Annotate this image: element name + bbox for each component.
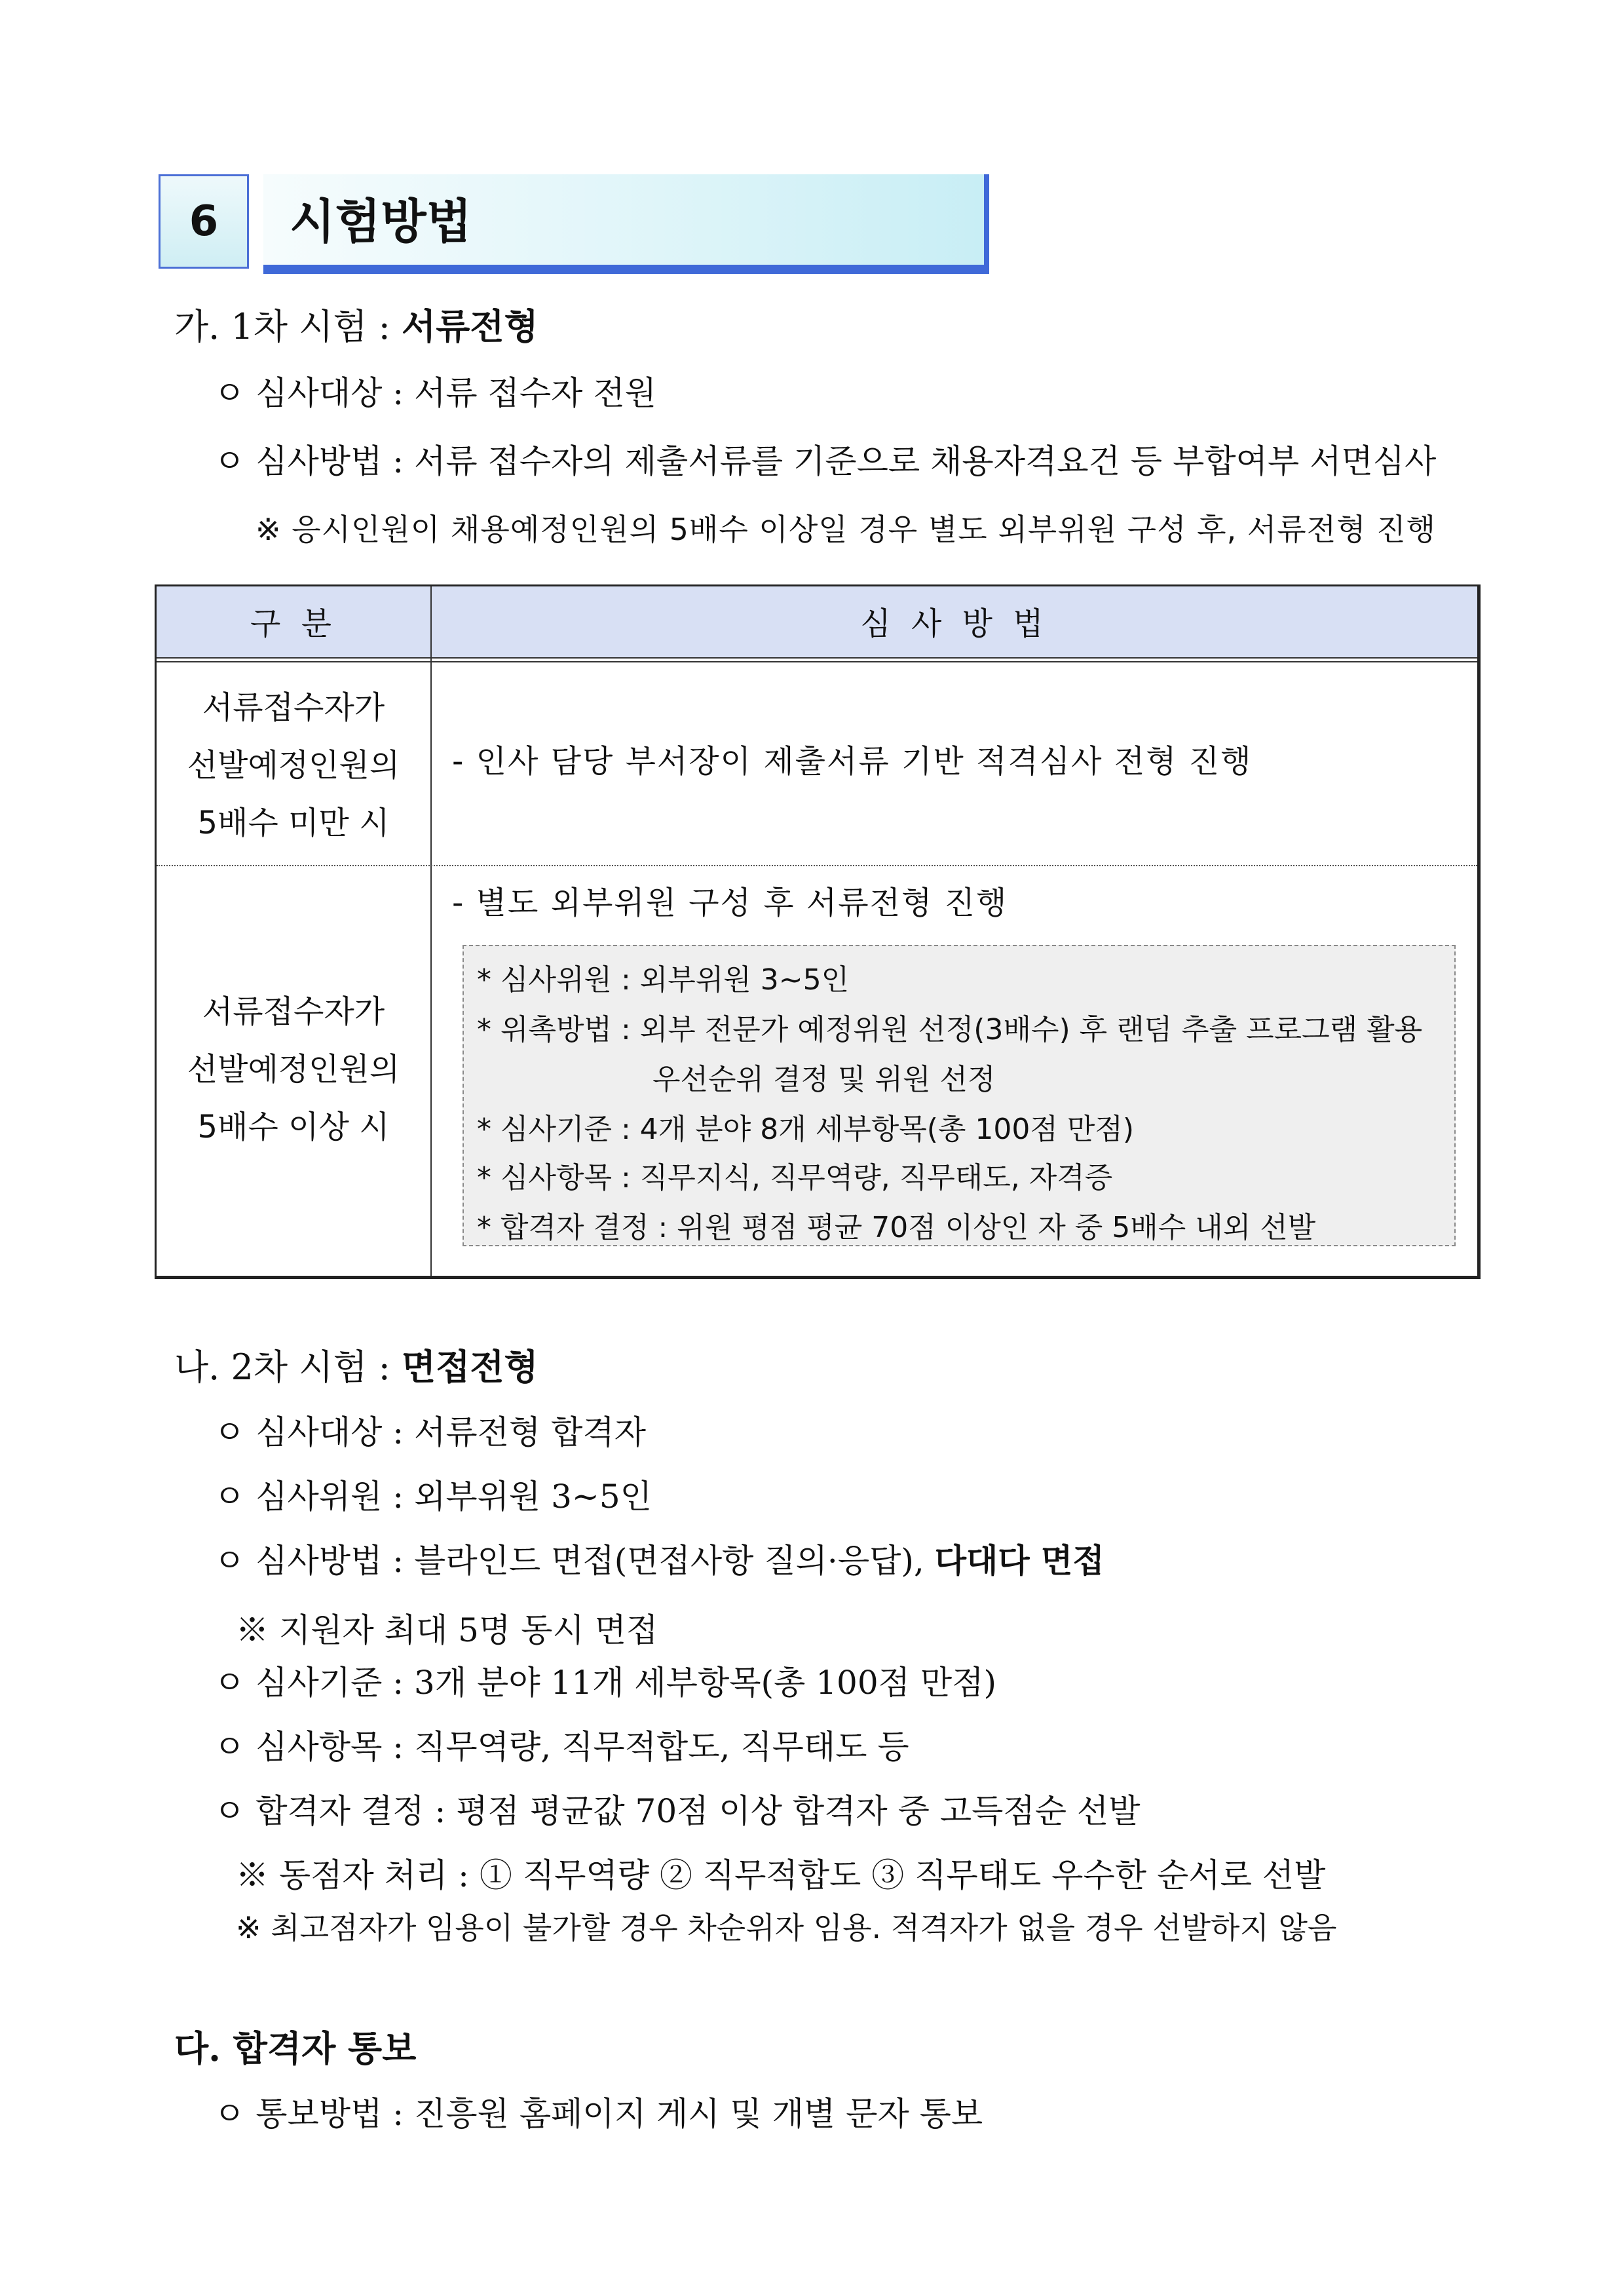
detail-line: * 심사항목 : 직무지식, 직무역량, 직무태도, 자격증	[477, 1161, 1113, 1195]
table-header-divider	[157, 657, 1477, 662]
part-b-method: ㅇ 심사방법 : 블라인드 면접(면접사항 질의·응답), 다대다 면접	[214, 1541, 1105, 1580]
part-b-method-note: ※ 지원자 최대 5명 동시 면접	[236, 1611, 658, 1649]
part-a-note: ※ 응시인원이 채용예정인원의 5배수 이상일 경우 별도 외부위원 구성 후, 서류전형 진행	[255, 512, 1437, 547]
part-c-heading: 다. 합격자 통보	[174, 2027, 417, 2069]
part-b-item: ㅇ 심사대상 : 서류전형 합격자	[214, 1413, 647, 1451]
detail-line: * 위촉방법 : 외부 전문가 예정위원 선정(3배수) 후 랜덤 추출 프로그램 활용	[477, 1013, 1423, 1046]
part-a-item: ㅇ 심사방법 : 서류 접수자의 제출서류를 기준으로 채용자격요건 등 부합여부 서면심사	[214, 442, 1437, 480]
table-column-divider	[430, 586, 432, 1276]
part-b-note: ※ 동점자 처리 : ① 직무역량 ② 직무적합도 ③ 직무태도 우수한 순서로 선발	[236, 1856, 1326, 1894]
section-number: 6	[159, 174, 249, 269]
part-b-item: ㅇ 심사항목 : 직무역량, 직무적합도, 직무태도 등	[214, 1728, 909, 1766]
detail-line: * 심사기준 : 4개 분야 8개 세부항목(총 100점 만점)	[477, 1113, 1135, 1146]
table-row-divider	[157, 865, 1477, 866]
part-a-item: ㅇ 심사대상 : 서류 접수자 전원	[214, 374, 656, 412]
row1-category: 서류접수자가 선발예정인원의 5배수 미만 시	[187, 689, 400, 841]
detail-line: * 합격자 결정 : 위원 평점 평균 70점 이상인 자 중 5배수 내외 선발	[477, 1211, 1316, 1244]
row2-method: - 별도 외부위원 구성 후 서류전형 진행	[452, 885, 1008, 921]
part-b-item: ㅇ 심사위원 : 외부위원 3~5인	[214, 1478, 652, 1516]
part-b-item: ㅇ 합격자 결정 : 평점 평균값 70점 이상 합격자 중 고득점순 선발	[214, 1792, 1141, 1830]
part-a-heading: 가. 1차 시험 : 서류전형	[174, 305, 538, 347]
detail-line-continued: 우선순위 결정 및 위원 선정	[652, 1063, 996, 1096]
part-b-heading: 나. 2차 시험 : 면접전형	[174, 1346, 538, 1388]
row2-category: 서류접수자가 선발예정인원의 5배수 이상 시	[187, 993, 400, 1145]
table-header-method: 심 사 방 법	[860, 605, 1049, 642]
part-b-item: ㅇ 심사기준 : 3개 분야 11개 세부항목(총 100점 만점)	[214, 1664, 996, 1702]
section-title-underline	[263, 265, 989, 274]
row1-method: - 인사 담당 부서장이 제출서류 기반 적격심사 전형 진행	[452, 743, 1253, 780]
part-c-item: ㅇ 통보방법 : 진흥원 홈페이지 게시 및 개별 문자 통보	[214, 2095, 983, 2133]
section-title: 시험방법	[290, 194, 472, 249]
detail-line: * 심사위원 : 외부위원 3~5인	[477, 963, 850, 997]
table-header-category: 구 분	[250, 605, 337, 642]
part-b-note: ※ 최고점자가 임용이 불가할 경우 차순위자 임용. 적격자가 없을 경우 선발하지 않음	[236, 1910, 1337, 1945]
